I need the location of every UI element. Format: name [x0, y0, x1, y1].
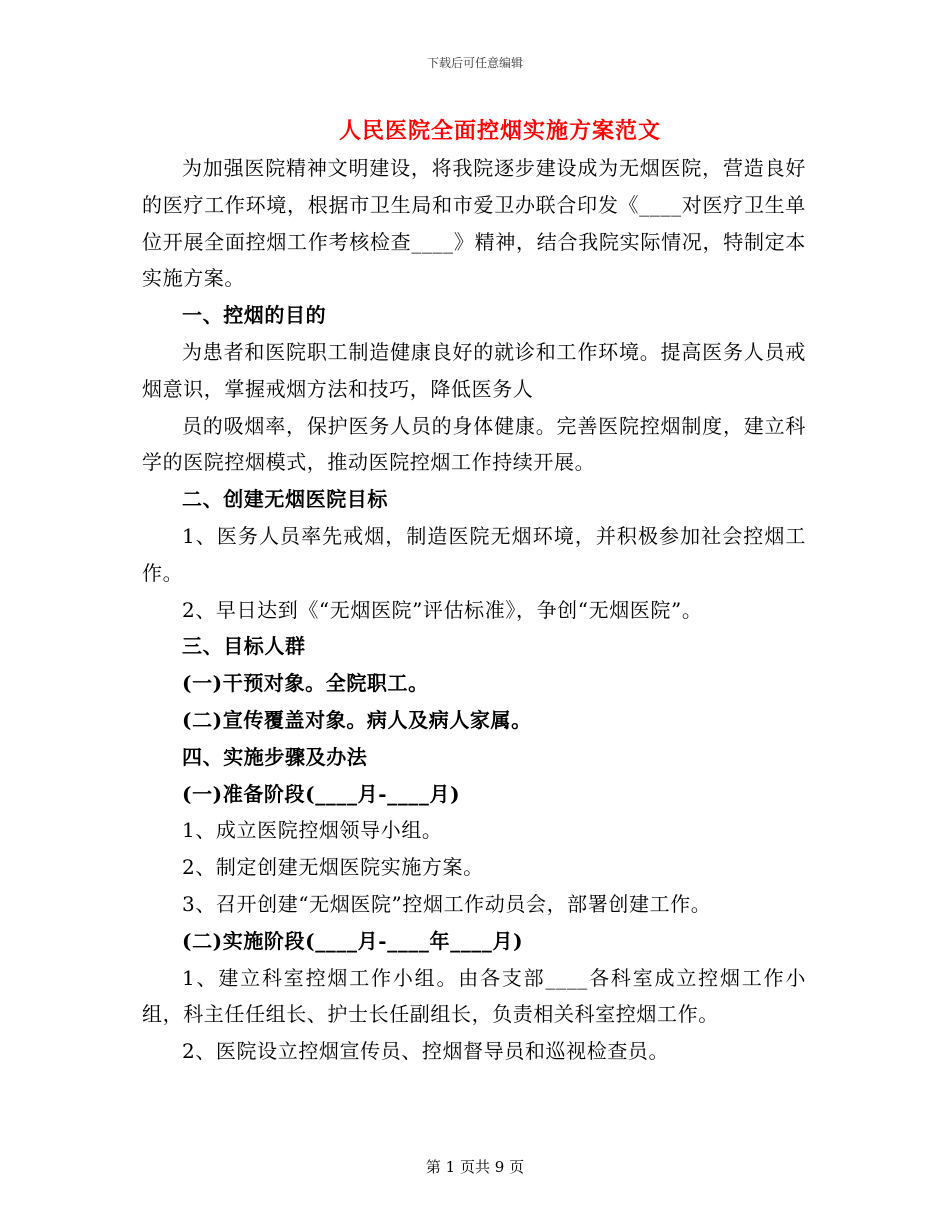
section-heading: (一)准备阶段(____月-____月): [182, 781, 461, 806]
section-heading: 二、创建无烟医院目标: [182, 487, 388, 512]
document-title: 人民医院全面控烟实施方案范文: [338, 118, 661, 144]
body-paragraph: 3、召开创建“无烟医院”控烟工作动员会，部署创建工作。: [182, 891, 712, 916]
body-paragraph: 1、医务人员率先戒烟，制造医院无烟环境，并积极参加社会控烟工作。: [142, 523, 806, 585]
section-heading: (一)干预对象。全院职工。: [182, 671, 429, 696]
document-body: [142, 150, 806, 1070]
body-paragraph: 2、医院设立控烟宣传员、控烟督导员和巡视检查员。: [182, 1039, 670, 1064]
body-paragraph: 1、成立医院控烟领导小组。: [182, 818, 443, 843]
section-heading: (二)宣传覆盖对象。病人及病人家属。: [182, 707, 532, 732]
section-heading: 一、控烟的目的: [182, 303, 327, 328]
section-heading: 四、实施步骤及办法: [182, 744, 368, 769]
body-paragraph: 为加强医院精神文明建设，将我院逐步建设成为无烟医院，营造良好的医疗工作环境，根据市卫生局和市爱卫办联合印发《____对医疗卫生单位开展全面控烟工作考核检查____》精神，结合我院实际情况，特制定本实施方案。: [142, 156, 806, 291]
body-paragraph: 2、制定创建无烟医院实施方案。: [182, 855, 484, 880]
body-paragraph: 2、早日达到《“无烟医院”评估标准》，争创“无烟医院”。: [182, 597, 703, 622]
body-paragraph: 1、建立科室控烟工作小组。由各支部____各科室成立控烟工作小组，科主任任组长、护士长任副组长，负责相关科室控烟工作。: [142, 965, 806, 1027]
section-heading: 三、目标人群: [182, 634, 306, 659]
section-heading: (二)实施阶段(____月-____年____月): [182, 928, 524, 953]
header-note: 下载后可任意编辑: [426, 56, 523, 70]
page-number: 第 1 页共 9 页: [425, 1158, 525, 1176]
body-paragraph: 为患者和医院职工制造健康良好的就诊和工作环境。提高医务人员戒烟意识，掌握戒烟方法和技巧，降低医务人: [142, 339, 806, 401]
body-paragraph: 员的吸烟率，保护医务人员的身体健康。完善医院控烟制度，建立科学的医院控烟模式，推动医院控烟工作持续开展。: [142, 413, 806, 475]
